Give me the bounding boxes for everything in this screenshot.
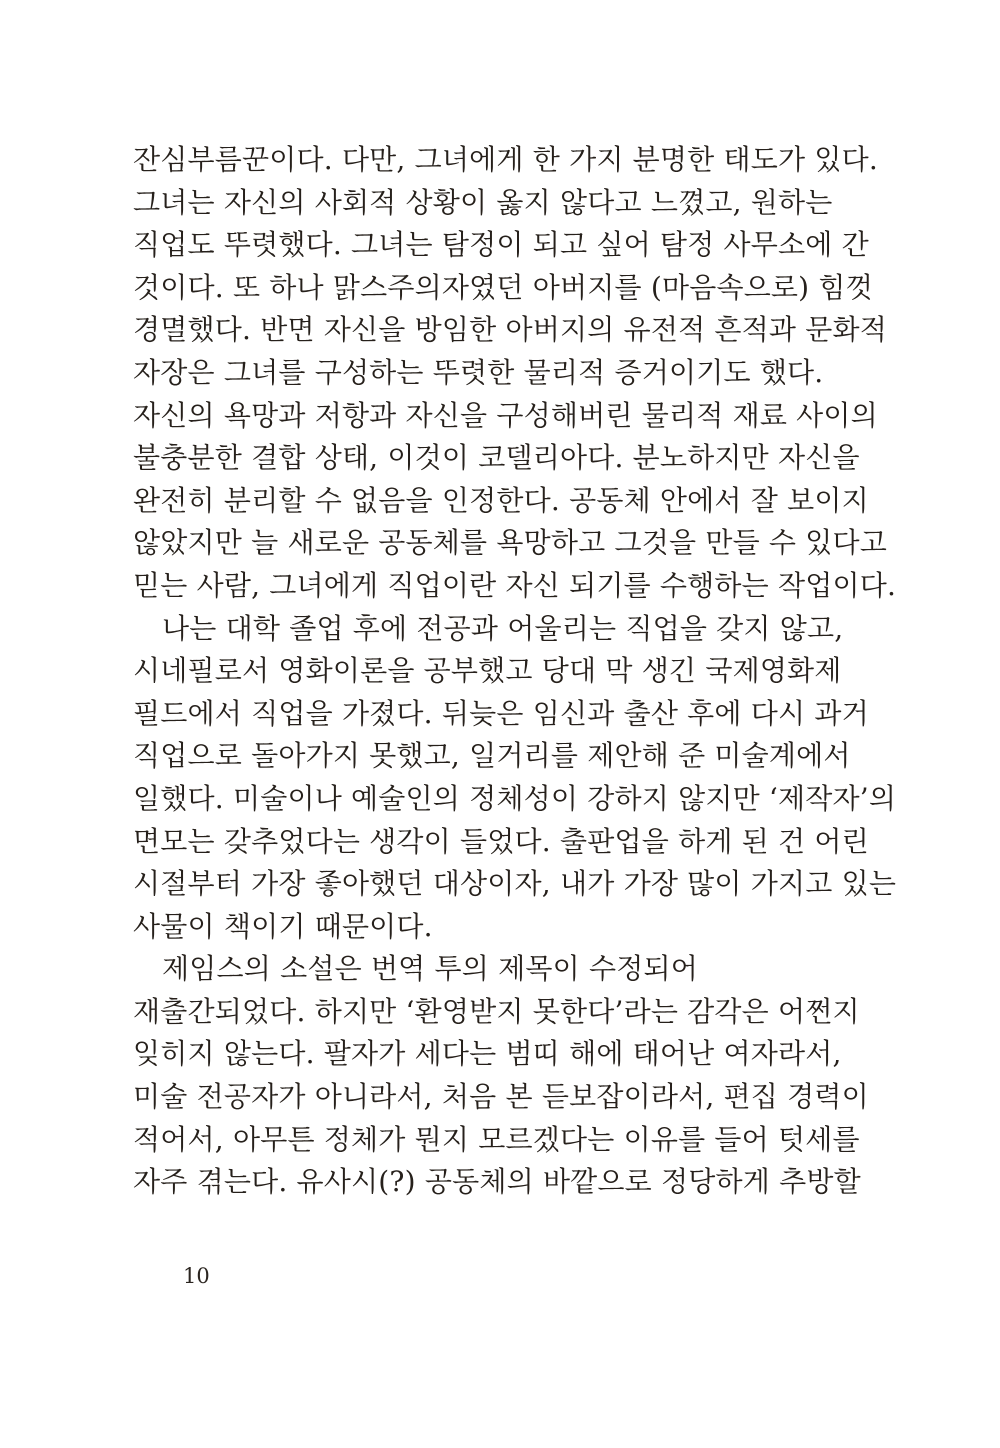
- text-line: 직업도 뚜렷했다. 그녀는 탐정이 되고 싶어 탐정 사무소에 간: [133, 228, 869, 262]
- text-line: 않았지만 늘 새로운 공동체를 욕망하고 그것을 만들 수 있다고: [133, 526, 888, 560]
- text-line: 잊히지 않는다. 팔자가 세다는 범띠 해에 태어난 여자라서,: [133, 1037, 842, 1071]
- text-line: 사물이 책이기 때문이다.: [133, 909, 433, 943]
- text-line: 시네필로서 영화이론을 공부했고 당대 막 생긴 국제영화제: [133, 654, 842, 688]
- text-line: 미술 전공자가 아니라서, 처음 본 듣보잡이라서, 편집 경력이: [133, 1080, 869, 1114]
- text-line: 시절부터 가장 좋아했던 대상이자, 내가 가장 많이 가지고 있는: [133, 867, 897, 901]
- text-line: 것이다. 또 하나 맑스주의자였던 아버지를 (마음속으로) 힘껏: [133, 270, 873, 304]
- text-line: 완전히 분리할 수 없음을 인정한다. 공동체 안에서 잘 보이지: [133, 483, 869, 517]
- text-line: 일했다. 미술이나 예술인의 정체성이 강하지 않지만 ‘제작자’의: [133, 781, 897, 815]
- text-line: 자장은 그녀를 구성하는 뚜렷한 물리적 증거이기도 했다.: [133, 355, 824, 389]
- text-line-paragraph-start: 제임스의 소설은 번역 투의 제목이 수정되어: [162, 952, 698, 986]
- text-line-paragraph-start: 나는 대학 졸업 후에 전공과 어울리는 직업을 갖지 않고,: [162, 611, 844, 645]
- text-line: 자주 겪는다. 유사시(?) 공동체의 바깥으로 정당하게 추방할: [133, 1165, 861, 1199]
- text-line: 그녀는 자신의 사회적 상황이 옳지 않다고 느꼈고, 원하는: [133, 185, 833, 219]
- text-line: 재출간되었다. 하지만 ‘환영받지 못한다’라는 감각은 어쩐지: [133, 994, 860, 1028]
- text-line: 경멸했다. 반면 자신을 방임한 아버지의 유전적 흔적과 문화적: [133, 313, 888, 347]
- text-line: 필드에서 직업을 가졌다. 뒤늦은 임신과 출산 후에 다시 과거: [133, 696, 869, 730]
- text-line: 면모는 갖추었다는 생각이 들었다. 출판업을 하게 된 건 어린: [133, 824, 869, 858]
- text-line: 자신의 욕망과 저항과 자신을 구성해버린 물리적 재료 사이의: [133, 398, 878, 432]
- text-line: 적어서, 아무튼 정체가 뭔지 모르겠다는 이유를 들어 텃세를: [133, 1122, 860, 1156]
- text-line: 잔심부름꾼이다. 다만, 그녀에게 한 가지 분명한 태도가 있다.: [133, 143, 878, 176]
- text-line: 불충분한 결합 상태, 이것이 코델리아다. 분노하지만 자신을: [133, 441, 860, 475]
- text-line: 직업으로 돌아가지 못했고, 일거리를 제안해 준 미술계에서: [133, 739, 851, 773]
- page-number: 10: [183, 1264, 210, 1288]
- body-text: [133, 139, 897, 1204]
- text-line: 믿는 사람, 그녀에게 직업이란 자신 되기를 수행하는 작업이다.: [133, 568, 897, 602]
